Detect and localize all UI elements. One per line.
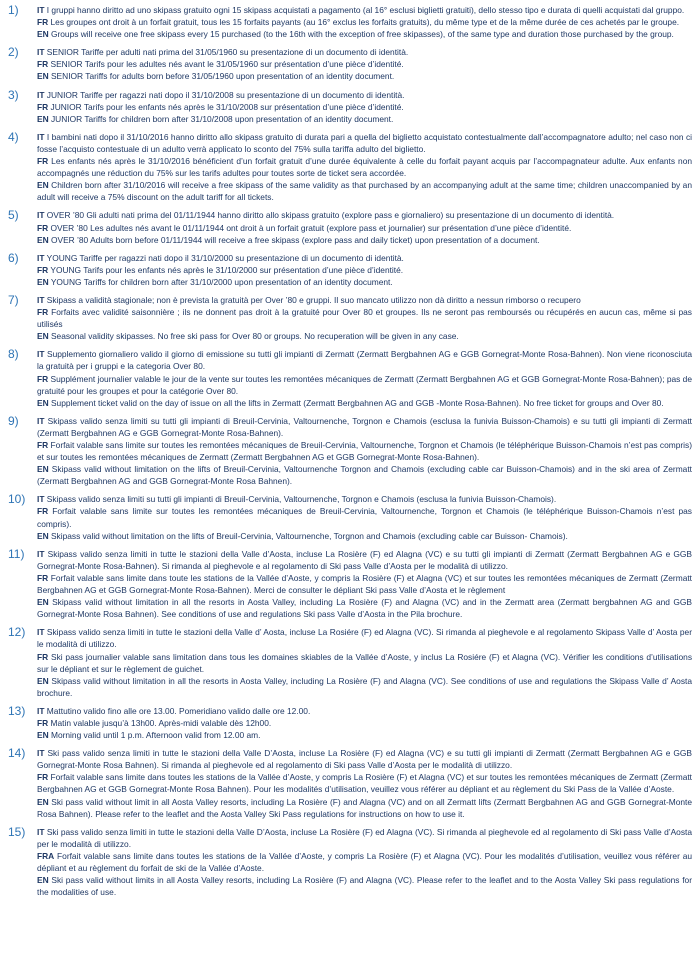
item-body: [37, 415, 692, 488]
language-label: IT: [37, 5, 45, 15]
language-label: FR: [37, 772, 49, 783]
language-label: IT: [37, 131, 45, 142]
item-number: 10): [8, 492, 26, 507]
term-text: Supplement ticket valid on the day of issue on all the lifts in Zermatt (Zermatt Bergbahnen AG and GGB -Monte Rosa-Bahnen). No free ticket for groups and Over 80.: [50, 397, 664, 408]
language-label: FR: [37, 59, 49, 70]
item-body: [37, 826, 692, 899]
term-paragraph-fr: [37, 505, 692, 529]
language-label: IT: [37, 748, 45, 759]
term-text: Morning valid until 1 p.m. Afternoon valid from 12.00 am.: [50, 730, 261, 741]
item-number: 6): [8, 250, 19, 265]
item-number: 1): [8, 3, 19, 17]
item-body: [37, 131, 692, 204]
term-text: Ski pass journalier valable sans limitation dans tous les domaines skiables de la Vallée d’Aoste, y inclus La Rosiére (F) et Alagna (VC). Vérifier les conditions d’utilisations sur le dépliant et sur le règlement de guichet.: [37, 651, 693, 674]
term-paragraph-en: [37, 234, 692, 246]
term-item-8: [8, 348, 692, 408]
term-text: OVER ’80 Gli adulti nati prima del 01/11/1944 hanno diritto allo skipass gratuito (explore pass e giornaliero) su presentazione di un documento di identità.: [46, 210, 615, 221]
language-label: EN: [37, 875, 49, 886]
language-label: EN: [37, 234, 49, 245]
language-label: EN: [37, 113, 49, 124]
term-item-12: [8, 626, 692, 699]
language-label: IT: [37, 349, 45, 360]
term-paragraph-en: [37, 330, 692, 342]
term-text: I bambini nati dopo il 31/10/2016 hanno diritto allo skipass gratuito di durata pari a quella del biglietto acquistato contestualmente dall’accompagnatore adulto; nel caso non ci fosse l’acquisto contestuale di un adulto verrà applicato lo sconto del 75% sulla tariffa adulto del biglietto.: [37, 131, 693, 154]
item-body: [37, 89, 692, 125]
term-text: Forfaits avec validité saisonnière ; ils ne donnent pas droit à la gratuité pour Over 80 et groupes. Ils ne seront pas remboursés ou récupérés en aucun cas, même si pas utilisés: [37, 307, 692, 330]
language-label: EN: [37, 331, 49, 342]
term-paragraph-it: [37, 626, 692, 650]
term-paragraph-it: [37, 826, 692, 850]
language-label: FR: [37, 17, 49, 28]
language-label: IT: [37, 89, 45, 100]
term-text: Forfait valable sans limite sur toutes les remontées mécaniques de Breuil-Cervinia, Valtournenche, Torgnon et Chamois (le téléphérique Buisson-Chamois n’est pas compris).: [37, 506, 692, 529]
term-text: SENIOR Tariffe per adulti nati prima del 31/05/1960 su presentazione di un documento di identità.: [46, 47, 409, 58]
item-number: 15): [8, 824, 26, 839]
language-label: FR: [37, 264, 49, 275]
term-paragraph-it: [37, 89, 692, 101]
term-paragraph-it: [37, 415, 692, 439]
term-text: Forfait valable sans limite dans toute les stations de la Vallée d’Aoste, y compris la Rosière (F) et Alagna (VC) et sur toutes les remontées mécaniques de Zermatt (Zermatt Bergbahnen AG et GGB Gornegrat-Monte Rosa-Bahnen). Merci de consulter le dépliant Ski pass Valle d’Aosta et le règlement: [37, 572, 693, 596]
term-paragraph-fr: [37, 101, 692, 113]
term-text: Ski pass valid without limits in all Aosta Valley resorts, including La Rosière (F) and Alagna (VC). Please refer to the leaflet and to the Aosta Valley Ski pass regulations for the modalities of use.: [37, 875, 693, 898]
language-label: FR: [37, 651, 49, 662]
item-body: [37, 626, 692, 699]
term-text: Skipass valid without limitation in all the resorts in Aosta Valley, including La Rosière (F) and Alagna (VC) and in the Zermatt area (Zermatt bergbahnen AG and GGB Gornegrat-Monte Rosa Bahnen). See conditions of use and regulations Ski pass Valle d’Aosta in the Pila brochure.: [37, 597, 692, 620]
term-paragraph-en: [37, 28, 692, 40]
term-item-11: [8, 548, 692, 621]
term-paragraph-fra: [37, 850, 692, 874]
language-label: FR: [37, 222, 49, 233]
item-body: [37, 348, 692, 408]
language-label: EN: [37, 796, 49, 807]
term-item-7: [8, 294, 692, 342]
term-item-4: [8, 131, 692, 204]
term-text: Les enfants nés après le 31/10/2016 bénéficient d’un forfait gratuit d’une durée équivalente à celle du forfait payant acquis par l’accompagnateur adulte. Aux enfants non accompagnés une réduction du 75% sur les tarifs adultes pour toutes sorte de ticket sera accordée.: [37, 156, 693, 179]
term-text: Skipass valido senza limiti in tutte le stazioni della Valle d’Aosta, incluse La Rosière (F) ed Alagna (VC) e su tutti gli impianti di Zermatt (Zermatt Bergbahnen AG e GGB Gornegrat-Monte Rosa-Bahnen). Si rimanda al pieghevole e al regolamento di Ski pass Valle d’Aosta per le modalità di utilizzo.: [37, 548, 692, 571]
language-label: FR: [37, 307, 49, 318]
term-text: JUNIOR Tariffs for children born after 31/10/2008 upon presentation of an identity document.: [50, 113, 394, 124]
term-text: Forfait valable sans limite dans toutes les stations de la Vallée d’Aoste, y compris La Rosière (F) et Alagna (VC). Pour les modalités d’utilisation, veuillez vous référer au dépliant et au règlement du forfait de ski de la Vallée d’Aoste.: [37, 850, 693, 873]
language-label: EN: [37, 675, 49, 686]
term-text: Forfait valable sans limite sur toutes les remontées mécaniques de Breuil-Cervinia, Valtournenche, Torgnon et Chamois (le téléphérique Buisson-Chamois n’est pas compris) et sur toutes les remontées mécaniques de Zermatt (Zermatt Bergbahnen AG et GGB Gornegrat-Monte Rosa-Bahnen).: [37, 440, 693, 463]
term-text: OVER ’80 Adults born before 01/11/1944 will receive a free skipass (explore pass and daily ticket) upon presentation of a document.: [50, 234, 540, 245]
term-paragraph-it: [37, 348, 692, 372]
term-paragraph-fr: [37, 439, 692, 463]
term-paragraph-en: [37, 675, 692, 699]
term-paragraph-en: [37, 530, 692, 542]
term-paragraph-it: [37, 252, 692, 264]
language-label: EN: [37, 71, 49, 82]
item-number: 2): [8, 45, 19, 60]
term-paragraph-fr: [37, 651, 692, 675]
language-label: IT: [37, 826, 45, 837]
term-paragraph-it: [37, 46, 692, 58]
item-body: [37, 705, 692, 741]
term-text: YOUNG Tariffe per ragazzi nati dopo il 31/10/2000 su presentazione di un documento di identità.: [46, 252, 404, 263]
term-item-3: [8, 89, 692, 125]
language-label: IT: [37, 47, 45, 58]
term-paragraph-fr: [37, 264, 692, 276]
term-text: Ski pass valido senza limiti in tutte le stazioni della Valle D’Aosta, incluse La Rosière (F) ed Alagna (VC). Si rimanda al pieghevole ed al regolamento di Ski pass Valle d’Aosta per le modalità di utilizzo.: [37, 826, 693, 849]
term-paragraph-en: [37, 874, 692, 898]
term-paragraph-en: [37, 276, 692, 288]
language-label: IT: [37, 548, 45, 559]
term-paragraph-it: [37, 209, 692, 221]
term-paragraph-fr: [37, 572, 692, 596]
language-label: IT: [37, 210, 45, 221]
term-paragraph-fr: [37, 155, 692, 179]
item-number: 5): [8, 208, 19, 223]
language-label: FRA: [37, 850, 55, 861]
language-label: IT: [37, 705, 45, 716]
item-number: 13): [8, 703, 26, 718]
language-label: IT: [37, 294, 45, 305]
term-text: Les groupes ont droit à un forfait gratuit, tous les 15 forfaits payants (au 16° exclus les forfaits gratuits), du même type et de la même durée de ces achetés par le groupe.: [50, 17, 680, 28]
term-paragraph-fr: [37, 16, 692, 28]
language-label: EN: [37, 180, 49, 191]
term-text: Skipass valido senza limiti su tutti gli impianti di Breuil-Cervinia, Valtournenche, Torgnon e Chamois (esclusa la funivia Buisson-Chamois) e su tutti gli impianti di Zermatt (Zermatt Bergbahnen AG e GGB Gornegrat-Monte Rosa-Bahnen).: [37, 415, 692, 438]
item-body: [37, 4, 692, 40]
language-label: FR: [37, 101, 49, 112]
term-paragraph-it: [37, 548, 692, 572]
item-body: [37, 209, 692, 245]
terms-list: [8, 4, 692, 898]
language-label: IT: [37, 627, 45, 638]
term-item-5: [8, 209, 692, 245]
term-text: OVER ’80 Les adultes nés avant le 01/11/1944 ont droit à un forfait gratuit (explore pass et journalier) sur présentation d’une pièce d’identité.: [50, 222, 572, 233]
term-item-6: [8, 252, 692, 288]
term-text: Supplément journalier valable le jour de la vente sur toutes les remontées mécaniques de Zermatt (Zermatt Bergbahnen AG et GGB Gornegrat-Monte Rosa-Bahnen); pas de gratuité pour les groupes et pour la catégorie Over 80.: [37, 373, 692, 396]
term-text: Skipass valido senza limiti in tutte le stazioni della Valle d’ Aosta, incluse La Rosiére (F) ed Alagna (VC). Si rimanda al pieghevole e al regolamento Skipass Valle d’ Aosta per le modalità di utilizzo.: [37, 627, 693, 650]
language-label: FR: [37, 373, 49, 384]
term-item-13: [8, 705, 692, 741]
item-number: 7): [8, 292, 19, 307]
term-text: Seasonal validity skipasses. No free ski pass for Over 80 or groups. No recuperation will be given in any case.: [50, 331, 459, 342]
term-paragraph-fr: [37, 306, 692, 330]
term-text: Mattutino valido fino alle ore 13.00. Pomeridiano valido dalle ore 12.00.: [46, 705, 311, 716]
term-paragraph-en: [37, 729, 692, 741]
item-body: [37, 252, 692, 288]
term-text: Groups will receive one free skipass every 15 purchased (to the 16th with the exception of free skipasses), of the same type and duration those purchased by the group.: [50, 29, 674, 40]
term-paragraph-it: [37, 131, 692, 155]
term-text: Ski pass valido senza limiti in tutte le stazioni della Valle D’Aosta, incluse La Rosière (F) ed Alagna (VC) e su tutti gli impianti di Zermatt (Zermatt Bergbahnen AG e GGB Gornegrat-Monte Rosa Bahnen). Si rimanda al pieghevole ed al regolamento di Ski pass Valle d’Aosta per le modalità di utilizzo.: [37, 748, 692, 771]
term-text: SENIOR Tarifs pour les adultes nés avant le 31/05/1960 sur présentation d’une pièce d’identité.: [50, 59, 404, 70]
language-label: EN: [37, 730, 49, 741]
term-text: Skipass valid without limitation on the lifts of Breuil-Cervinia, Valtournenche Torgnon and Chamois (excluding cable car Buisson-Chamois) and in the ski area of Zermatt (Zermatt Bergbahnen AG and GGB Gornegrat-Monte Rosa Bahnen).: [37, 464, 692, 487]
item-number: 4): [8, 129, 19, 144]
term-text: Skipass valid without limitation on the lifts of Breuil-Cervinia, Valtournenche, Torgnon and Chamois (excluding cable car Buisson- Chamois).: [50, 530, 568, 541]
language-label: FR: [37, 717, 49, 728]
term-paragraph-it: [37, 294, 692, 306]
language-label: EN: [37, 29, 49, 40]
item-number: 8): [8, 347, 19, 362]
term-item-15: [8, 826, 692, 899]
term-paragraph-en: [37, 397, 692, 409]
language-label: IT: [37, 494, 45, 505]
language-label: FR: [37, 572, 49, 583]
term-paragraph-en: [37, 70, 692, 82]
language-label: IT: [37, 415, 45, 426]
term-paragraph-fr: [37, 771, 692, 795]
term-text: Matin valable jusqu’à 13h00. Après-midi valable dès 12h00.: [50, 717, 272, 728]
term-paragraph-it: [37, 4, 692, 16]
term-text: Skipass valido senza limiti su tutti gli impianti di Breuil-Cervinia, Valtournenche, Torgnon e Chamois (esclusa la funivia Buisson-Chamois).: [46, 494, 557, 505]
term-text: JUNIOR Tariffe per ragazzi nati dopo il 31/10/2008 su presentazione di un documento di identità.: [46, 89, 405, 100]
term-text: Ski pass valid without limit in all Aosta Valley resorts, including La Rosière (F) and Alagna (VC) and on all Zermatt lifts (Zermatt Bergbahnen AG and GGB Gornegrat-Monte Rosa Bahnen). Please refer to the leaflet and the Aosta Valley Ski Pass regulations for instructions on how to use it.: [37, 796, 693, 819]
term-text: SENIOR Tariffs for adults born before 31/05/1960 upon presentation of an identity document.: [50, 71, 395, 82]
language-label: IT: [37, 252, 45, 263]
term-paragraph-en: [37, 596, 692, 620]
item-body: [37, 294, 692, 342]
item-number: 11): [8, 546, 25, 561]
term-text: Supplemento giornaliero valido il giorno di emissione su tutti gli impianti di Zermatt (Zermatt Bergbahnen AG e GGB Gornegrat-Monte Rosa-Bahnen). Non viene riconosciuta la gratuità per i gruppi e la categoria Over 80.: [37, 349, 693, 372]
item-number: 3): [8, 87, 19, 102]
language-label: EN: [37, 397, 49, 408]
term-text: Skipass valid without limitation in all the resorts in Aosta Valley, including La Rosière (F) and Alagna (VC). See conditions of use and regulations the Skipass Valle d’ Aosta brochure.: [37, 675, 693, 698]
term-paragraph-en: [37, 463, 692, 487]
term-text: I gruppi hanno diritto ad uno skipass gratuito ogni 15 skipass acquistati a pagamento (al 16° esclusi biglietti gratuiti), dello stesso tipo e durata di quelli acquistati dal gruppo.: [46, 5, 685, 15]
item-body: [37, 46, 692, 82]
item-body: [37, 747, 692, 820]
language-label: FR: [37, 506, 49, 517]
term-paragraph-en: [37, 113, 692, 125]
language-label: FR: [37, 156, 49, 167]
term-text: Skipass a validità stagionale; non è prevista la gratuità per Over ’80 e gruppi. Il suo mancato utilizzo non dà diritto a nessun rimborso o recupero: [46, 294, 581, 305]
term-paragraph-it: [37, 705, 692, 717]
term-paragraph-fr: [37, 373, 692, 397]
term-text: YOUNG Tariffs for children born after 31/10/2000 upon presentation of an identity document.: [50, 276, 393, 287]
language-label: EN: [37, 276, 49, 287]
term-text: Children born after 31/10/2016 will receive a free skipass of the same validity as that purchased by an accompanying adult at the same time; children unaccompanied by an adult will receive a 75% discount on the adult tariff for all tickets.: [37, 180, 692, 203]
item-number: 14): [8, 746, 26, 761]
item-number: 12): [8, 625, 26, 640]
term-item-9: [8, 415, 692, 488]
item-body: [37, 548, 692, 621]
term-item-2: [8, 46, 692, 82]
term-paragraph-fr: [37, 58, 692, 70]
term-paragraph-it: [37, 747, 692, 771]
language-label: EN: [37, 530, 49, 541]
term-paragraph-fr: [37, 717, 692, 729]
language-label: EN: [37, 464, 49, 475]
term-text: Forfait valable sans limite dans toutes les stations de la Vallée d’Aoste, y compris La Rosière (F) et Alagna (VC) et sur toutes les remontées mécaniques de Zermatt (Zermatt Bergbahnen AG et GGB Gornegrat-Monte Rosa Bahnen). Pour les modalités d’utilisation, veuillez vous référer au dépliant et au règlement du Ski Pass de la Vallée d’Aoste.: [37, 772, 693, 795]
language-label: EN: [37, 597, 49, 608]
term-text: JUNIOR Tarifs pour les enfants nés après le 31/10/2008 sur présentation d’une pièce d’identité.: [50, 101, 404, 112]
item-body: [37, 493, 692, 541]
language-label: FR: [37, 440, 49, 450]
term-paragraph-en: [37, 796, 692, 820]
term-text: YOUNG Tarifs pour les enfants nés après le 31/10/2000 sur présentation d’une pièce d’identité.: [50, 264, 404, 275]
term-item-14: [8, 747, 692, 820]
item-number: 9): [8, 413, 19, 428]
term-item-1: [8, 4, 692, 40]
term-paragraph-en: [37, 179, 692, 203]
term-item-10: [8, 493, 692, 541]
term-paragraph-fr: [37, 222, 692, 234]
term-paragraph-it: [37, 493, 692, 505]
